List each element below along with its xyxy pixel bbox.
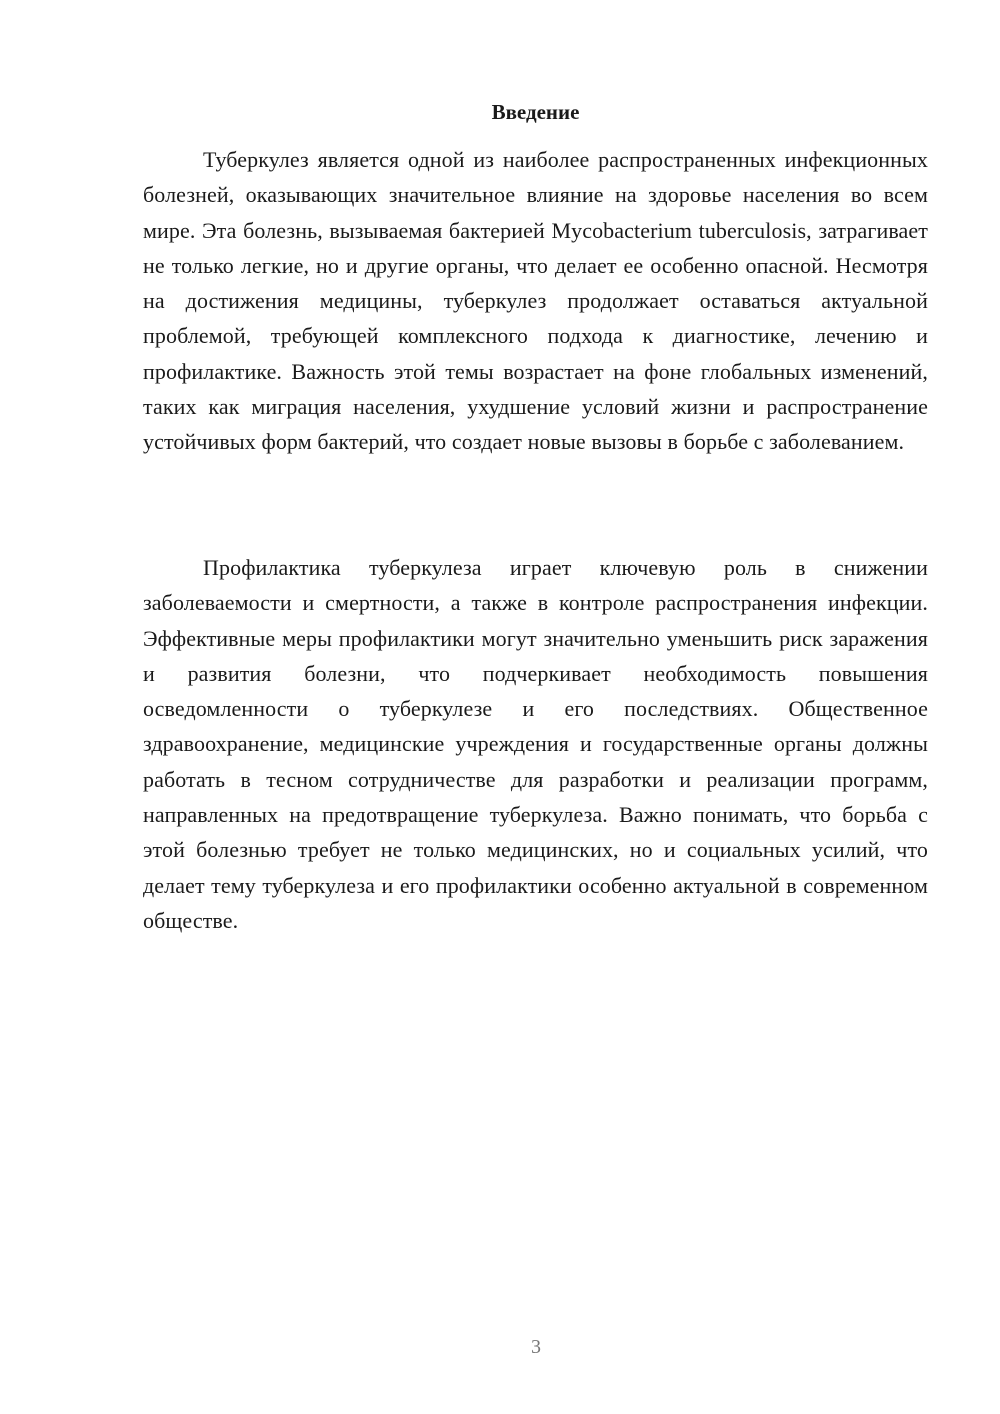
page-number: 3 xyxy=(531,1336,541,1358)
paragraph-1: Туберкулез является одной из наиболее распространенных инфекционных болезней, оказывающих значительное влияние на здоровье населения во всем мире. Эта болезнь, вызываемая бактерией Mycobacterium tuberculosis, затрагивает не только легкие, но и другие органы, что делает ее особенно опасной. Несмотря на достижения медицины, туберкулез продолжает оставаться актуальной проблемой, требующей комплексного подхода к диагностике, лечению и профилактике. Важность этой темы возрастает на фоне глобальных изменений, таких как миграция населения, ухудшение условий жизни и распространение устойчивых форм бактерий, что создает новые вызовы в борьбе с заболеванием. xyxy=(143,147,928,455)
section-heading: Введение xyxy=(491,100,580,124)
paragraph-2: Профилактика туберкулеза играет ключевую роль в снижении заболеваемости и смертности, а также в контроле распространения инфекции. Эффективные меры профилактики могут значительно уменьшить риск заражения и развития болезни, что подчеркивает необходимость повышения осведомленности о туберкулезе и его последствиях. Общественное здравоохранение, медицинские учреждения и государственные органы должны работать в тесном сотрудничестве для разработки и реализации программ, направленных на предотвращение туберкулеза. Важно понимать, что борьба с этой болезнью требует не только медицинских, но и социальных усилий, что делает тему туберкулеза и его профилактики особенно актуальной в современном обществе. xyxy=(143,555,928,933)
